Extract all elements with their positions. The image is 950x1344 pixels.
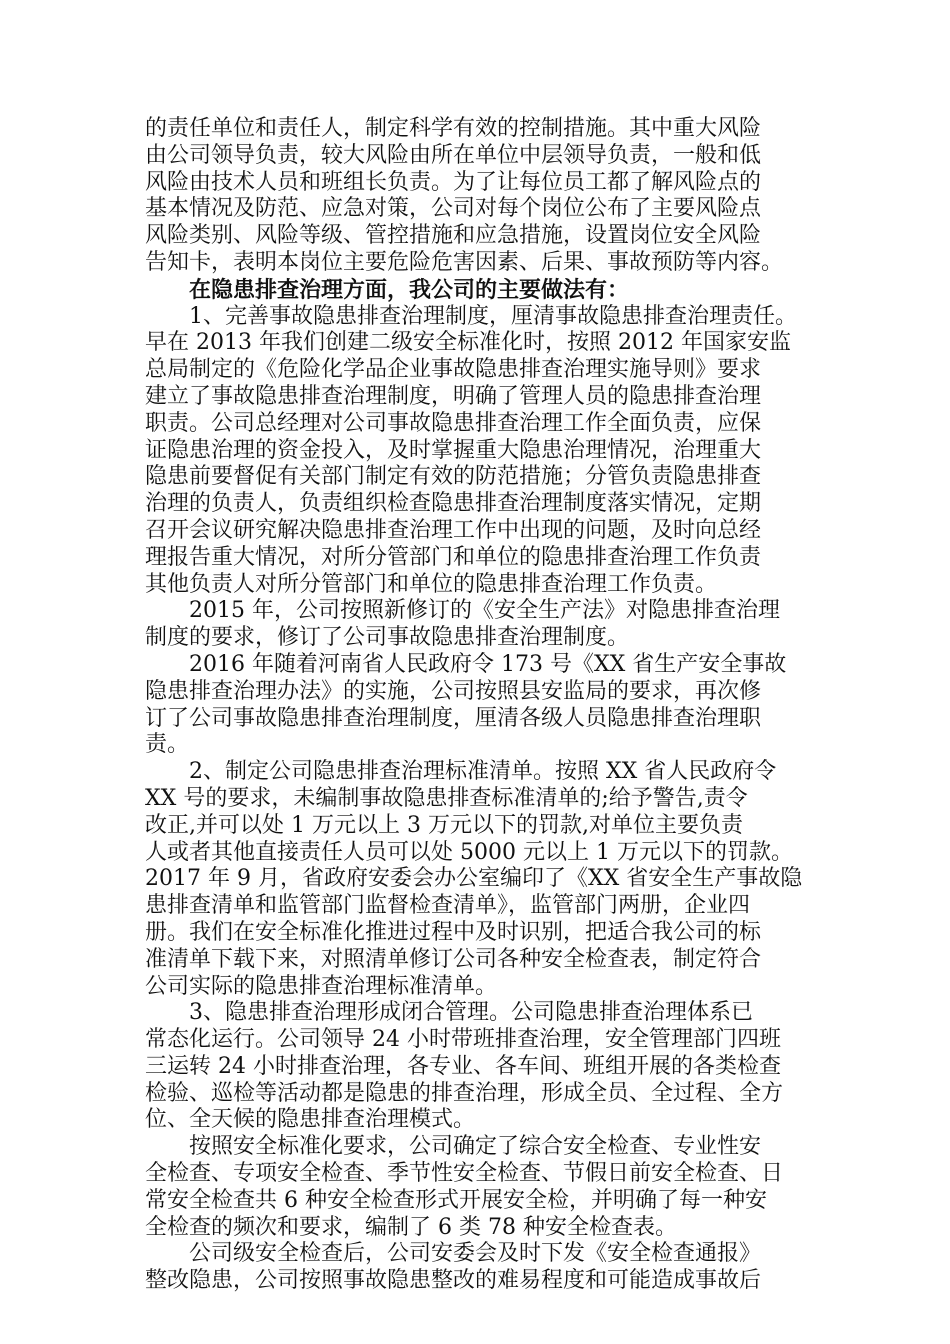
text-line: 检验、巡检等活动都是隐患的排查治理，形成全员、全过程、全方 xyxy=(145,1080,784,1106)
text-line: 的责任单位和责任人，制定科学有效的控制措施。其中重大风险 xyxy=(145,116,762,141)
text-line: 早在 2013 年我们创建二级安全标准化时，按照 2012 年国家安监 xyxy=(145,330,791,356)
text-line: 责。 xyxy=(145,732,190,758)
text-line: 整改隐患，公司按照事故隐患整改的难易程度和可能造成事故后 xyxy=(145,1268,762,1294)
text-line: 其他负责人对所分管部门和单位的隐患排查治理工作负责。 xyxy=(145,571,718,597)
text-line: 公司实际的隐患排查治理标准清单。 xyxy=(145,973,498,999)
text-line: 2、制定公司隐患排查治理标准清单。按照 XX 省人民政府令 xyxy=(189,759,777,785)
text-line: 改正,并可以处 1 万元以上 3 万元以下的罚款,对单位主要负责 xyxy=(145,812,743,838)
text-line: 告知卡，表明本岗位主要危险危害因素、后果、事故预防等内容。 xyxy=(145,249,784,275)
text-line: 订了公司事故隐患排查治理制度，厘清各级人员隐患排查治理职 xyxy=(145,705,762,731)
section-heading: 在隐患排查治理方面，我公司的主要做法有： xyxy=(189,276,630,303)
text-line: 人或者其他直接责任人员可以处 5000 元以上 1 万元以下的罚款。 xyxy=(145,839,793,865)
text-line: 2016 年随着河南省人民政府令 173 号《XX 省生产安全事故 xyxy=(189,651,787,677)
text-line: 制度的要求，修订了公司事故隐患排查治理制度。 xyxy=(145,625,630,651)
text-line: 建立了事故隐患排查治理制度，明确了管理人员的隐患排查治理 xyxy=(145,383,762,409)
text-line: 治理的负责人，负责组织检查隐患排查治理制度落实情况，定期 xyxy=(145,491,762,517)
document-page xyxy=(145,116,811,1295)
text-line: 风险由技术人员和班组长负责。为了让每位员工都了解风险点的 xyxy=(145,169,762,195)
text-line: 召开会议研究解决隐患排查治理工作中出现的问题，及时向总经 xyxy=(145,517,762,543)
text-line: 常态化运行。公司领导 24 小时带班排查治理，安全管理部门四班 xyxy=(145,1027,781,1053)
text-line: 全检查、专项安全检查、季节性安全检查、节假日前安全检查、日 xyxy=(145,1161,784,1187)
text-line: 册。我们在安全标准化推进过程中及时识别，把适合我公司的标 xyxy=(145,919,762,945)
text-line: 基本情况及防范、应急对策，公司对每个岗位公布了主要风险点 xyxy=(145,196,762,222)
text-line: 公司级安全检查后，公司安委会及时下发《安全检查通报》 xyxy=(189,1241,762,1267)
text-line: 准清单下载下来，对照清单修订公司各种安全检查表，制定符合 xyxy=(145,946,762,972)
text-line: 证隐患治理的资金投入，及时掌握重大隐患治理情况，治理重大 xyxy=(145,437,762,463)
text-line: 隐患前要督促有关部门制定有效的防范措施；分管负责隐患排查 xyxy=(145,464,762,490)
text-line: 三运转 24 小时排查治理，各专业、各车间、班组开展的各类检查 xyxy=(145,1053,781,1079)
text-line: 1、完善事故隐患排查治理制度，厘清事故隐患排查治理责任。 xyxy=(189,303,797,329)
text-line: 3、隐患排查治理形成闭合管理。公司隐患排查治理体系已 xyxy=(189,1000,753,1026)
text-line: 职责。公司总经理对公司事故隐患排查治理工作全面负责，应保 xyxy=(145,410,762,436)
text-line: 全检查的频次和要求，编制了 6 类 78 种安全检查表。 xyxy=(145,1214,677,1240)
text-line: 位、全天候的隐患排查治理模式。 xyxy=(145,1107,476,1133)
text-line: 2015 年，公司按照新修订的《安全生产法》对隐患排查治理 xyxy=(189,598,780,624)
text-line: 患排查清单和监管部门监督检查清单》，监管部门两册，企业四 xyxy=(145,893,751,919)
text-line: 隐患排查治理办法》的实施，公司按照县安监局的要求，再次修 xyxy=(145,678,762,704)
text-line: 按照安全标准化要求，公司确定了综合安全检查、专业性安 xyxy=(189,1134,762,1160)
text-line: 总局制定的《危险化学品企业事故隐患排查治理实施导则》要求 xyxy=(145,357,762,383)
text-line: 2017 年 9 月，省政府安委会办公室编印了《XX 省安全生产事故隐 xyxy=(145,866,803,892)
text-line: 风险类别、风险等级、管控措施和应急措施，设置岗位安全风险 xyxy=(145,223,762,249)
text-line: 常安全检查共 6 种安全检查形式开展安全检，并明确了每一种安 xyxy=(145,1187,767,1213)
text-line: XX 号的要求，未编制事故隐患排查标准清单的;给予警告,责令 xyxy=(145,785,748,811)
text-line: 由公司领导负责，较大风险由所在单位中层领导负责，一般和低 xyxy=(145,142,762,168)
text-line: 理报告重大情况，对所分管部门和单位的隐患排查治理工作负责 xyxy=(145,544,762,570)
